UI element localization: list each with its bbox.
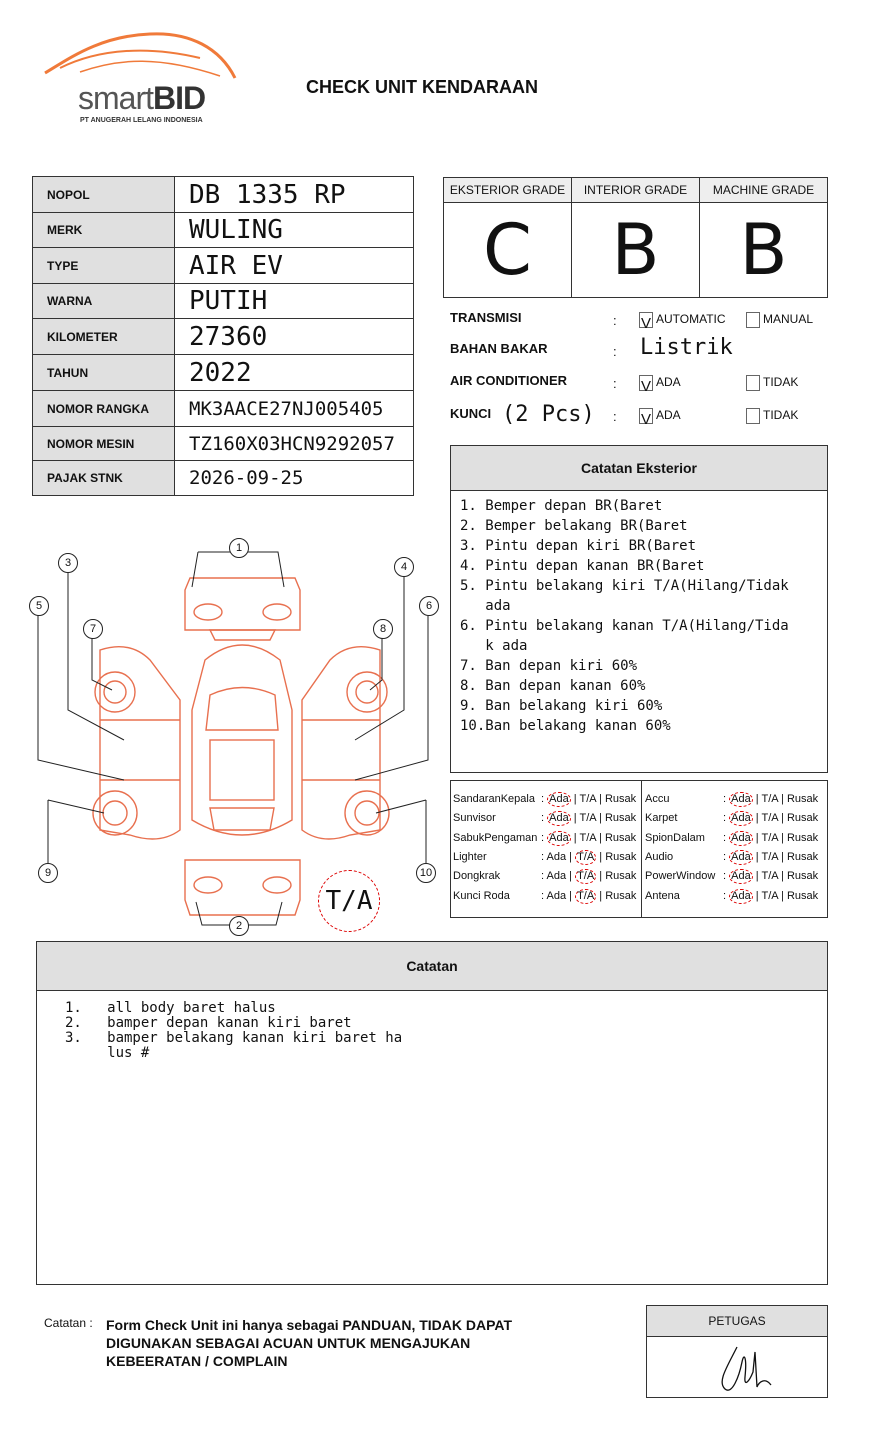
car-diagram-icon [20, 530, 440, 940]
list-item: 6. Pintu belakang kanan T/A(Hilang/Tida [460, 618, 789, 634]
list-item: 1. all body baret halus [65, 1000, 276, 1016]
accessory-name: PowerWindow [645, 870, 716, 883]
option-ada[interactable]: Ada [546, 889, 567, 902]
exterior-notes-title: Catatan Eksterior [451, 446, 827, 491]
option-rusak[interactable]: Rusak [604, 793, 637, 805]
accessory-name: Karpet [645, 812, 678, 825]
option-ta[interactable]: T/A [761, 889, 778, 902]
spec-bahan-bakar-value: Listrik [640, 335, 733, 360]
spec-transmisi-label: TRANSMISI [450, 310, 522, 325]
page-title: CHECK UNIT KENDARAAN [306, 77, 538, 97]
accessory-name: SabukPengaman [453, 831, 538, 844]
grade-machine-label: MACHINE GRADE [700, 178, 827, 203]
value-nomor-mesin: TZ160X03HCN9292057 [175, 427, 414, 461]
label-type: TYPE [33, 248, 175, 284]
vehicle-info-table [32, 176, 414, 496]
option-rusak[interactable]: Rusak [786, 793, 819, 805]
accessory-name: Antena [645, 889, 680, 902]
option-ada[interactable]: Ada [731, 870, 751, 883]
label-nomor-rangka: NOMOR RANGKA [33, 391, 175, 427]
footer-disclaimer: Form Check Unit ini hanya sebagai PANDUAN, TIDAK DAPAT DIGUNAKAN SEBAGAI ACUAN UNTUK MENGAJUKAN KEBEERATAN / COMPLAIN [106, 1317, 513, 1369]
accessory-row [453, 867, 637, 886]
callout-3: 3 [58, 553, 78, 573]
grade-panel [443, 177, 828, 298]
list-item: 5. Pintu belakang kiri T/A(Hilang/Tidak [460, 578, 789, 594]
spec-kunci-label: KUNCI [450, 406, 492, 421]
callout-6: 6 [419, 596, 439, 616]
option-ta[interactable]: T/A [761, 870, 778, 883]
accessory-row [645, 790, 819, 809]
option-ta[interactable]: T/A [577, 850, 595, 863]
callout-9: 9 [38, 863, 58, 883]
accessory-row [453, 790, 637, 809]
value-nopol: DB 1335 RP [175, 177, 414, 213]
accessory-row [453, 848, 637, 867]
value-nomor-rangka: MK3AACE27NJ005405 [175, 391, 414, 427]
logo-smart: smart [78, 80, 153, 116]
notes-list [37, 991, 827, 1061]
grade-exterior-label: EKSTERIOR GRADE [444, 178, 571, 203]
option-rusak[interactable]: Rusak [786, 850, 819, 863]
grade-interior-label: INTERIOR GRADE [572, 178, 699, 203]
accessories-panel [450, 780, 828, 918]
value-tahun: 2022 [175, 355, 414, 391]
option-kunci-ada: ADA [656, 408, 681, 422]
option-ta[interactable]: T/A [761, 812, 778, 825]
callout-7: 7 [83, 619, 103, 639]
accessory-options: : Ada | T/A | Rusak [541, 870, 637, 883]
value-kilometer: 27360 [175, 319, 414, 355]
option-rusak[interactable]: Rusak [605, 850, 637, 863]
accessory-name: Sunvisor [453, 812, 496, 825]
option-manual: MANUAL [763, 312, 814, 326]
colon: : [613, 376, 617, 391]
accessory-row [453, 829, 637, 848]
checkbox-ac-tidak[interactable] [746, 375, 760, 391]
checkbox-kunci-tidak[interactable] [746, 408, 760, 424]
option-ta[interactable]: T/A [761, 831, 778, 844]
accessory-options: : Ada | T/A | Rusak [723, 850, 819, 863]
logo-bid: BID [153, 80, 206, 116]
list-item: 8. Ban depan kanan 60% [460, 678, 646, 694]
accessory-options: : Ada | T/A | Rusak [541, 889, 637, 902]
spec-ac [450, 373, 830, 397]
option-ta[interactable]: T/A [761, 850, 778, 863]
checkbox-manual[interactable] [746, 312, 760, 328]
accessory-name: SpionDalam [645, 831, 705, 844]
option-ada[interactable]: Ada [549, 812, 569, 825]
accessory-row [453, 887, 637, 906]
grade-machine-value: B [739, 209, 788, 291]
value-pajak-stnk: 2026-09-25 [175, 461, 414, 496]
option-automatic: AUTOMATIC [656, 312, 726, 326]
option-rusak[interactable]: Rusak [786, 870, 819, 883]
option-ta[interactable]: T/A [579, 793, 596, 805]
label-nomor-mesin: NOMOR MESIN [33, 427, 175, 461]
grade-interior-value: B [611, 209, 660, 291]
option-ac-ada: ADA [656, 375, 681, 389]
value-type: AIR EV [175, 248, 414, 284]
list-item: 10.Ban belakang kanan 60% [460, 718, 671, 734]
logo-company: PT ANUGERAH LELANG INDONESIA [80, 117, 203, 124]
option-rusak[interactable]: Rusak [605, 889, 637, 902]
list-item: lus # [65, 1045, 150, 1061]
spec-kunci-count: (2 Pcs) [502, 402, 595, 427]
callout-2: 2 [229, 916, 249, 936]
callout-4: 4 [394, 557, 414, 577]
option-ta[interactable]: T/A [761, 793, 778, 805]
accessory-options: : Ada | T/A | Rusak [723, 793, 819, 805]
accessory-row [645, 867, 819, 886]
option-ada[interactable]: Ada [731, 850, 751, 863]
checkbox-ac-ada[interactable] [639, 375, 653, 391]
ta-stamp: T/A [318, 870, 380, 932]
list-item: 9. Ban belakang kiri 60% [460, 698, 663, 714]
spec-bahan-bakar [450, 335, 830, 365]
accessory-options: : Ada | T/A | Rusak [723, 889, 819, 902]
notes-panel [36, 941, 828, 1285]
option-ta[interactable]: T/A [577, 870, 595, 883]
colon: : [613, 344, 617, 359]
divider [641, 781, 642, 917]
option-ada[interactable]: Ada [731, 889, 751, 902]
accessory-name: Lighter [453, 850, 487, 863]
accessory-options: : Ada | T/A | Rusak [723, 831, 819, 844]
accessory-name: SandaranKepala [453, 793, 535, 805]
accessory-options: : Ada | T/A | Rusak [541, 812, 637, 825]
checkbox-automatic[interactable] [639, 312, 653, 328]
option-ada[interactable]: Ada [546, 850, 567, 863]
petugas-box [646, 1305, 828, 1398]
grade-machine [700, 178, 827, 297]
colon: : [613, 409, 617, 424]
car-damage-diagram [20, 530, 440, 940]
accessory-row [645, 848, 819, 867]
list-item: 4. Pintu depan kanan BR(Baret [460, 558, 705, 574]
option-ada[interactable]: Ada [549, 793, 569, 805]
option-rusak[interactable]: Rusak [786, 889, 819, 902]
option-kunci-tidak: TIDAK [763, 408, 799, 422]
option-ta[interactable]: T/A [579, 812, 596, 825]
accessory-options: : Ada | T/A | Rusak [723, 870, 819, 883]
spec-bahan-bakar-label: BAHAN BAKAR [450, 341, 548, 356]
option-ac-tidak: TIDAK [763, 375, 799, 389]
exterior-notes-panel [450, 445, 828, 773]
option-ta[interactable]: T/A [579, 831, 596, 844]
list-item: 2. Bemper belakang BR(Baret [460, 518, 688, 534]
exterior-notes-list [460, 496, 827, 736]
list-item: 2. bamper depan kanan kiri baret [65, 1015, 352, 1031]
option-rusak[interactable]: Rusak [604, 812, 637, 825]
logo [40, 28, 240, 128]
list-item: 7. Ban depan kiri 60% [460, 658, 638, 674]
petugas-label: PETUGAS [647, 1306, 827, 1337]
accessory-row [645, 809, 819, 828]
label-warna: WARNA [33, 284, 175, 319]
option-ada[interactable]: Ada [731, 793, 751, 805]
list-item: 3. Pintu depan kiri BR(Baret [460, 538, 697, 554]
accessory-name: Kunci Roda [453, 889, 510, 902]
callout-1: 1 [229, 538, 249, 558]
footer-label: Catatan : [44, 1316, 93, 1330]
checkbox-kunci-ada[interactable] [639, 408, 653, 424]
spec-ac-label: AIR CONDITIONER [450, 373, 567, 388]
list-item: k ada [460, 638, 528, 654]
label-pajak-stnk: PAJAK STNK [33, 461, 175, 496]
notes-title: Catatan [37, 942, 827, 991]
callout-10: 10 [416, 863, 436, 883]
option-ada[interactable]: Ada [731, 812, 751, 825]
accessory-row [453, 809, 637, 828]
accessory-name: Accu [645, 793, 670, 805]
list-item: 3. bamper belakang kanan kiri baret ha [65, 1030, 403, 1046]
label-nopol: NOPOL [33, 177, 175, 213]
grade-exterior-value: C [483, 209, 532, 291]
accessory-name: Audio [645, 850, 674, 863]
accessory-options: : Ada | T/A | Rusak [541, 850, 637, 863]
option-rusak[interactable]: Rusak [786, 831, 819, 844]
value-warna: PUTIH [175, 284, 414, 319]
accessory-name: Dongkrak [453, 870, 501, 883]
option-rusak[interactable]: Rusak [604, 831, 637, 844]
label-kilometer: KILOMETER [33, 319, 175, 355]
accessory-options: : Ada | T/A | Rusak [541, 831, 637, 844]
spec-kunci [450, 402, 830, 430]
colon: : [613, 313, 617, 328]
callout-5: 5 [29, 596, 49, 616]
spec-transmisi [450, 310, 830, 334]
accessory-options: : Ada | T/A | Rusak [541, 793, 637, 805]
label-tahun: TAHUN [33, 355, 175, 391]
option-ada[interactable]: Ada [549, 831, 569, 844]
label-merk: MERK [33, 213, 175, 248]
signature-icon [647, 1337, 827, 1397]
option-rusak[interactable]: Rusak [786, 812, 819, 825]
grade-exterior [444, 178, 572, 297]
option-ada[interactable]: Ada [546, 870, 567, 883]
callout-8: 8 [373, 619, 393, 639]
option-ta[interactable]: T/A [577, 889, 595, 902]
option-ada[interactable]: Ada [731, 831, 751, 844]
list-item: ada [460, 598, 511, 614]
list-item: 1. Bemper depan BR(Baret [460, 498, 663, 514]
accessory-options: : Ada | T/A | Rusak [723, 812, 819, 825]
accessory-row [645, 829, 819, 848]
value-merk: WULING [175, 213, 414, 248]
grade-interior [572, 178, 700, 297]
option-rusak[interactable]: Rusak [605, 870, 637, 883]
accessory-row [645, 887, 819, 906]
